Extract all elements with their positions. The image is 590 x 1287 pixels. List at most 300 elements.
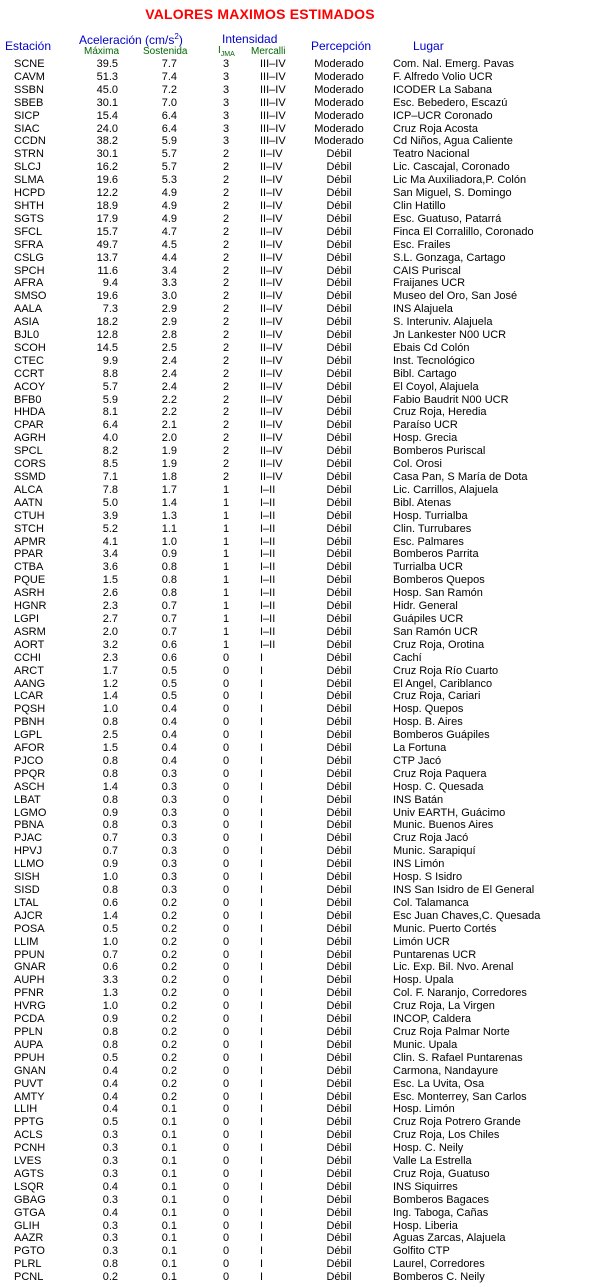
station-code: AALA: [14, 303, 43, 316]
location: Cd Niños, Agua Caliente: [393, 135, 513, 148]
location: Bomberos Puriscal: [393, 445, 486, 458]
sustained-acceleration: 1.9: [161, 458, 177, 471]
station-code: CORS: [14, 458, 46, 471]
table-row: [0, 961, 590, 974]
perception: Débil: [326, 806, 352, 819]
table-row: [0, 161, 590, 174]
mercalli-intensity: I–II: [260, 638, 276, 651]
station-code: LGMO: [14, 806, 47, 819]
station-code: LCAR: [14, 690, 44, 703]
mercalli-intensity: II–IV: [260, 316, 283, 329]
sustained-acceleration: 0.1: [161, 1258, 177, 1271]
location: Hosp. Upala: [393, 974, 454, 987]
location: Ebais Cd Colón: [393, 341, 470, 354]
ijma-intensity: 2: [222, 174, 230, 187]
mercalli-intensity: I: [260, 858, 264, 871]
mercalli-intensity: I: [260, 716, 264, 729]
location: F. Alfredo Volio UCR: [393, 70, 493, 83]
station-code: PPUN: [14, 948, 45, 961]
perception: Débil: [326, 1206, 352, 1219]
sustained-acceleration: 2.2: [161, 393, 177, 406]
perception: Débil: [326, 303, 352, 316]
station-code: PPUH: [14, 1051, 45, 1064]
station-code: LTAL: [14, 896, 39, 909]
table-row: [0, 135, 590, 148]
header-percepcion: Percepción: [311, 39, 372, 53]
location: Lic Ma Auxiliadora,P. Colón: [393, 174, 527, 187]
ijma-intensity: 0: [222, 1206, 230, 1219]
ijma-intensity: 0: [222, 1129, 230, 1142]
ijma-intensity: 0: [222, 793, 230, 806]
max-acceleration: 1.0: [102, 703, 118, 716]
ijma-intensity: 0: [222, 806, 230, 819]
station-code: SISH: [14, 871, 40, 884]
perception: Débil: [326, 600, 352, 613]
perception: Débil: [326, 935, 352, 948]
table-row: [0, 432, 590, 445]
mercalli-intensity: I: [260, 1129, 264, 1142]
location: Hosp. Grecia: [393, 432, 458, 445]
perception: Débil: [326, 1077, 352, 1090]
max-acceleration: 0.4: [102, 1090, 118, 1103]
table-row: [0, 1052, 590, 1065]
max-acceleration: 15.7: [96, 225, 118, 238]
ijma-intensity: 0: [222, 896, 230, 909]
max-acceleration: 38.2: [96, 135, 118, 148]
max-acceleration: 24.0: [96, 122, 118, 135]
location: Aguas Zarcas, Alajuela: [393, 1232, 506, 1245]
ijma-intensity: 1: [222, 600, 230, 613]
sustained-acceleration: 2.4: [161, 367, 177, 380]
mercalli-intensity: I–II: [260, 535, 276, 548]
table-row: [0, 587, 590, 600]
mercalli-intensity: III–IV: [260, 70, 286, 83]
mercalli-intensity: III–IV: [260, 135, 286, 148]
max-acceleration: 1.0: [102, 1000, 118, 1013]
perception: Débil: [326, 884, 352, 896]
max-acceleration: 0.7: [102, 948, 118, 961]
table-row: [0, 213, 590, 226]
perception: Débil: [326, 1271, 352, 1284]
table-row: [0, 1103, 590, 1116]
location: Teatro Nacional: [393, 148, 470, 161]
ijma-intensity: 0: [222, 1245, 230, 1258]
ijma-intensity: 0: [222, 819, 230, 832]
station-code: PCDA: [14, 1013, 45, 1026]
ijma-intensity: 0: [222, 845, 230, 858]
perception: Débil: [326, 458, 352, 471]
location: INS Batán: [393, 793, 444, 806]
station-code: PCNL: [14, 1271, 44, 1284]
table-row: [0, 652, 590, 665]
ijma-intensity: 0: [222, 1064, 230, 1077]
mercalli-intensity: I: [260, 1077, 264, 1090]
sustained-acceleration: 5.9: [161, 135, 177, 148]
mercalli-intensity: II–IV: [260, 354, 283, 367]
table-row: [0, 484, 590, 497]
sustained-acceleration: 2.1: [161, 419, 177, 432]
sustained-acceleration: 0.2: [161, 961, 177, 974]
table-row: [0, 1258, 590, 1271]
ijma-intensity: 2: [222, 419, 230, 432]
sustained-acceleration: 5.3: [161, 174, 177, 187]
location: Laurel, Corredores: [393, 1258, 485, 1271]
table-row: [0, 174, 590, 187]
location: INS Alajuela: [393, 303, 453, 316]
perception: Débil: [326, 277, 352, 290]
table-row: [0, 523, 590, 536]
station-code: GNAN: [14, 1064, 46, 1077]
perception: Débil: [326, 742, 352, 755]
perception: Moderado: [314, 58, 364, 70]
mercalli-intensity: I: [260, 1258, 264, 1271]
sustained-acceleration: 0.2: [161, 909, 177, 922]
station-code: SLCJ: [14, 161, 41, 174]
max-acceleration: 2.0: [102, 625, 118, 638]
sustained-acceleration: 0.1: [161, 1232, 177, 1245]
mercalli-intensity: II–IV: [260, 277, 283, 290]
ijma-intensity: 3: [222, 135, 230, 148]
max-acceleration: 0.5: [102, 922, 118, 935]
table-row: [0, 329, 590, 342]
table-row: [0, 561, 590, 574]
location: Cruz Roja, Los Chiles: [393, 1129, 500, 1142]
table-row: [0, 265, 590, 278]
station-code: SBEB: [14, 96, 44, 109]
location: Fraijanes UCR: [393, 277, 466, 290]
location: Inst. Tecnológico: [393, 354, 475, 367]
table-row: [0, 445, 590, 458]
station-code: CCHI: [14, 651, 41, 664]
location: Cruz Roja, Guatuso: [393, 1167, 490, 1180]
ijma-intensity: 2: [222, 225, 230, 238]
sustained-acceleration: 0.2: [161, 987, 177, 1000]
ijma-intensity: 0: [222, 754, 230, 767]
location: ICP–UCR Coronado: [393, 109, 493, 122]
max-acceleration: 49.7: [96, 238, 118, 251]
max-acceleration: 3.3: [102, 974, 118, 987]
location: Esc. Monterrey, San Carlos: [393, 1090, 527, 1103]
location: Cruz Roja Acosta: [393, 122, 478, 135]
location: Hosp. Liberia: [393, 1219, 458, 1232]
ijma-intensity: 3: [222, 122, 230, 135]
table-row: [0, 148, 590, 161]
station-code: SFCL: [14, 225, 43, 238]
max-acceleration: 0.8: [102, 716, 118, 729]
sustained-acceleration: 0.2: [161, 974, 177, 987]
table-row: [0, 277, 590, 290]
ijma-intensity: 0: [222, 690, 230, 703]
ijma-intensity: 1: [222, 483, 230, 496]
header-ijma-sub: JMA: [220, 51, 235, 58]
sustained-acceleration: 0.4: [161, 716, 177, 729]
station-code: AJCR: [14, 909, 43, 922]
max-acceleration: 9.9: [102, 354, 118, 367]
station-code: SGTS: [14, 212, 44, 225]
max-acceleration: 5.9: [102, 393, 118, 406]
station-code: AATN: [14, 496, 43, 509]
perception: Débil: [326, 729, 352, 742]
mercalli-intensity: II–IV: [260, 187, 283, 200]
table-row: [0, 755, 590, 768]
perception: Débil: [326, 651, 352, 664]
max-acceleration: 0.4: [102, 1206, 118, 1219]
sustained-acceleration: 0.2: [161, 935, 177, 948]
mercalli-intensity: I: [260, 871, 264, 884]
ijma-intensity: 0: [222, 1258, 230, 1271]
max-acceleration: 0.3: [102, 1142, 118, 1155]
perception: Débil: [326, 961, 352, 974]
station-code: PUVT: [14, 1077, 44, 1090]
perception: Débil: [326, 677, 352, 690]
mercalli-intensity: I: [260, 651, 264, 664]
location: Cruz Roja Jacó: [393, 832, 469, 845]
sustained-acceleration: 4.5: [161, 238, 177, 251]
sustained-acceleration: 0.2: [161, 1064, 177, 1077]
mercalli-intensity: II–IV: [260, 148, 283, 161]
ijma-intensity: 0: [222, 780, 230, 793]
mercalli-intensity: I: [260, 1090, 264, 1103]
ijma-intensity: 2: [222, 277, 230, 290]
station-code: SLMA: [14, 174, 44, 187]
ijma-intensity: 0: [222, 884, 230, 896]
perception: Débil: [326, 251, 352, 264]
station-code: SFRA: [14, 238, 44, 251]
location: INS Siquirres: [393, 1180, 458, 1193]
mercalli-intensity: I: [260, 1245, 264, 1258]
table-row: [0, 536, 590, 549]
ijma-intensity: 0: [222, 742, 230, 755]
table-row: [0, 819, 590, 832]
station-code: CTUH: [14, 509, 45, 522]
mercalli-intensity: I: [260, 1232, 264, 1245]
station-code: LGPI: [14, 612, 40, 625]
mercalli-intensity: I: [260, 754, 264, 767]
station-code: LVES: [14, 1155, 42, 1168]
ijma-intensity: 0: [222, 948, 230, 961]
mercalli-intensity: I: [260, 664, 264, 677]
mercalli-intensity: II–IV: [260, 225, 283, 238]
max-acceleration: 15.4: [96, 109, 118, 122]
sustained-acceleration: 0.2: [161, 948, 177, 961]
location: INCOP, Caldera: [393, 1013, 472, 1026]
sustained-acceleration: 0.3: [161, 884, 177, 896]
max-acceleration: 0.5: [102, 1051, 118, 1064]
mercalli-intensity: I: [260, 1116, 264, 1129]
perception: Débil: [326, 1038, 352, 1051]
perception: Débil: [326, 780, 352, 793]
station-code: SHTH: [14, 199, 44, 212]
ijma-intensity: 2: [222, 264, 230, 277]
mercalli-intensity: II–IV: [260, 303, 283, 316]
header-lugar: Lugar: [413, 39, 444, 53]
station-code: GLIH: [14, 1219, 40, 1232]
ijma-intensity: 1: [222, 574, 230, 587]
max-acceleration: 0.3: [102, 1167, 118, 1180]
sustained-acceleration: 0.6: [161, 638, 177, 651]
location: Hosp. Turrialba: [393, 509, 468, 522]
sustained-acceleration: 0.4: [161, 729, 177, 742]
max-acceleration: 0.8: [102, 1258, 118, 1271]
ijma-intensity: 0: [222, 1142, 230, 1155]
ijma-intensity: 0: [222, 935, 230, 948]
table-row: [0, 1078, 590, 1091]
table-row: [0, 1116, 590, 1129]
ijma-intensity: 0: [222, 1193, 230, 1206]
max-acceleration: 1.0: [102, 871, 118, 884]
max-acceleration: 30.1: [96, 96, 118, 109]
max-acceleration: 8.1: [102, 406, 118, 419]
ijma-intensity: 2: [222, 393, 230, 406]
location: Bomberos Parrita: [393, 548, 479, 561]
location: Ing. Taboga, Cañas: [393, 1206, 489, 1219]
table-row: [0, 949, 590, 962]
header-aceleracion-close: ): [178, 33, 183, 47]
table-row: [0, 716, 590, 729]
perception: Moderado: [314, 109, 364, 122]
max-acceleration: 17.9: [96, 212, 118, 225]
ijma-intensity: 1: [222, 587, 230, 600]
max-acceleration: 0.9: [102, 858, 118, 871]
max-acceleration: 0.3: [102, 1232, 118, 1245]
sustained-acceleration: 3.0: [161, 290, 177, 303]
max-acceleration: 13.7: [96, 251, 118, 264]
table-row: [0, 1142, 590, 1155]
ijma-intensity: 0: [222, 1155, 230, 1168]
perception: Débil: [326, 716, 352, 729]
station-code: PQSH: [14, 703, 46, 716]
perception: Débil: [326, 638, 352, 651]
max-acceleration: 2.6: [102, 587, 118, 600]
max-acceleration: 4.0: [102, 432, 118, 445]
table-row: [0, 910, 590, 923]
location: El Angel, Cariblanco: [393, 677, 493, 690]
sustained-acceleration: 0.1: [161, 1129, 177, 1142]
table-row: [0, 1039, 590, 1052]
sustained-acceleration: 0.9: [161, 548, 177, 561]
sustained-acceleration: 7.4: [161, 70, 177, 83]
perception: Débil: [326, 419, 352, 432]
table-row: [0, 187, 590, 200]
mercalli-intensity: I–II: [260, 496, 276, 509]
perception: Débil: [326, 1232, 352, 1245]
sustained-acceleration: 0.4: [161, 742, 177, 755]
sustained-acceleration: 0.6: [161, 651, 177, 664]
mercalli-intensity: I: [260, 974, 264, 987]
table-row: [0, 394, 590, 407]
mercalli-intensity: II–IV: [260, 393, 283, 406]
ijma-intensity: 2: [222, 380, 230, 393]
sustained-acceleration: 0.1: [161, 1271, 177, 1284]
station-code: HPVJ: [14, 845, 43, 858]
perception: Moderado: [314, 122, 364, 135]
max-acceleration: 18.2: [96, 316, 118, 329]
location: Cruz Roja Potrero Grande: [393, 1116, 521, 1129]
station-code: PPQR: [14, 767, 46, 780]
max-acceleration: 8.5: [102, 458, 118, 471]
table-row: [0, 987, 590, 1000]
perception: Débil: [326, 754, 352, 767]
station-code: ASIA: [14, 316, 40, 329]
sustained-acceleration: 1.9: [161, 445, 177, 458]
max-acceleration: 0.8: [102, 767, 118, 780]
mercalli-intensity: I: [260, 884, 264, 896]
location: Hosp. C. Neily: [393, 1142, 464, 1155]
table-row: [0, 1000, 590, 1013]
station-code: CCRT: [14, 367, 45, 380]
station-code: PGTO: [14, 1245, 45, 1258]
sustained-acceleration: 0.4: [161, 754, 177, 767]
ijma-intensity: 3: [222, 70, 230, 83]
ijma-intensity: 0: [222, 1013, 230, 1026]
perception: Débil: [326, 574, 352, 587]
location: San Miguel, S. Domingo: [393, 187, 512, 200]
location: CAIS Puriscal: [393, 264, 461, 277]
sustained-acceleration: 1.8: [161, 471, 177, 483]
perception: Débil: [326, 819, 352, 832]
ijma-intensity: 0: [222, 1077, 230, 1090]
station-code: HHDA: [14, 406, 46, 419]
location: Puntarenas UCR: [393, 948, 477, 961]
sustained-acceleration: 2.5: [161, 341, 177, 354]
mercalli-intensity: I: [260, 1038, 264, 1051]
sustained-acceleration: 0.1: [161, 1180, 177, 1193]
mercalli-intensity: II–IV: [260, 432, 283, 445]
sustained-acceleration: 0.3: [161, 832, 177, 845]
sustained-acceleration: 0.3: [161, 780, 177, 793]
sustained-acceleration: 0.1: [161, 1219, 177, 1232]
location: Munic. Puerto Cortés: [393, 922, 497, 935]
station-code: GTGA: [14, 1206, 46, 1219]
sustained-acceleration: 4.9: [161, 199, 177, 212]
station-code: SCNE: [14, 58, 45, 70]
perception: Débil: [326, 161, 352, 174]
max-acceleration: 1.4: [102, 690, 118, 703]
table-row: [0, 58, 590, 71]
perception: Débil: [326, 432, 352, 445]
station-code: POSA: [14, 922, 45, 935]
sustained-acceleration: 0.1: [161, 1103, 177, 1116]
table-row: [0, 548, 590, 561]
ijma-intensity: 2: [222, 354, 230, 367]
sustained-acceleration: 5.7: [161, 161, 177, 174]
ijma-intensity: 0: [222, 664, 230, 677]
perception: Débil: [326, 625, 352, 638]
location: Esc Juan Chaves,C. Quesada: [393, 909, 541, 922]
perception: Débil: [326, 380, 352, 393]
perception: Moderado: [314, 135, 364, 148]
max-acceleration: 5.7: [102, 380, 118, 393]
mercalli-intensity: II–IV: [260, 174, 283, 187]
mercalli-intensity: I: [260, 922, 264, 935]
location: Munic. Buenos Aires: [393, 819, 494, 832]
location: Bomberos C. Neily: [393, 1271, 485, 1284]
location: Clin. S. Rafael Puntarenas: [393, 1051, 523, 1064]
station-code: CPAR: [14, 419, 44, 432]
perception: Débil: [326, 471, 352, 483]
mercalli-intensity: I: [260, 767, 264, 780]
sustained-acceleration: 2.8: [161, 329, 177, 342]
location: INS Limón: [393, 858, 445, 871]
table-row: [0, 665, 590, 678]
max-acceleration: 0.4: [102, 1180, 118, 1193]
perception: Débil: [326, 148, 352, 161]
max-acceleration: 0.7: [102, 832, 118, 845]
location: Hidr. General: [393, 600, 458, 613]
perception: Débil: [326, 767, 352, 780]
perception: Débil: [326, 290, 352, 303]
mercalli-intensity: II–IV: [260, 264, 283, 277]
